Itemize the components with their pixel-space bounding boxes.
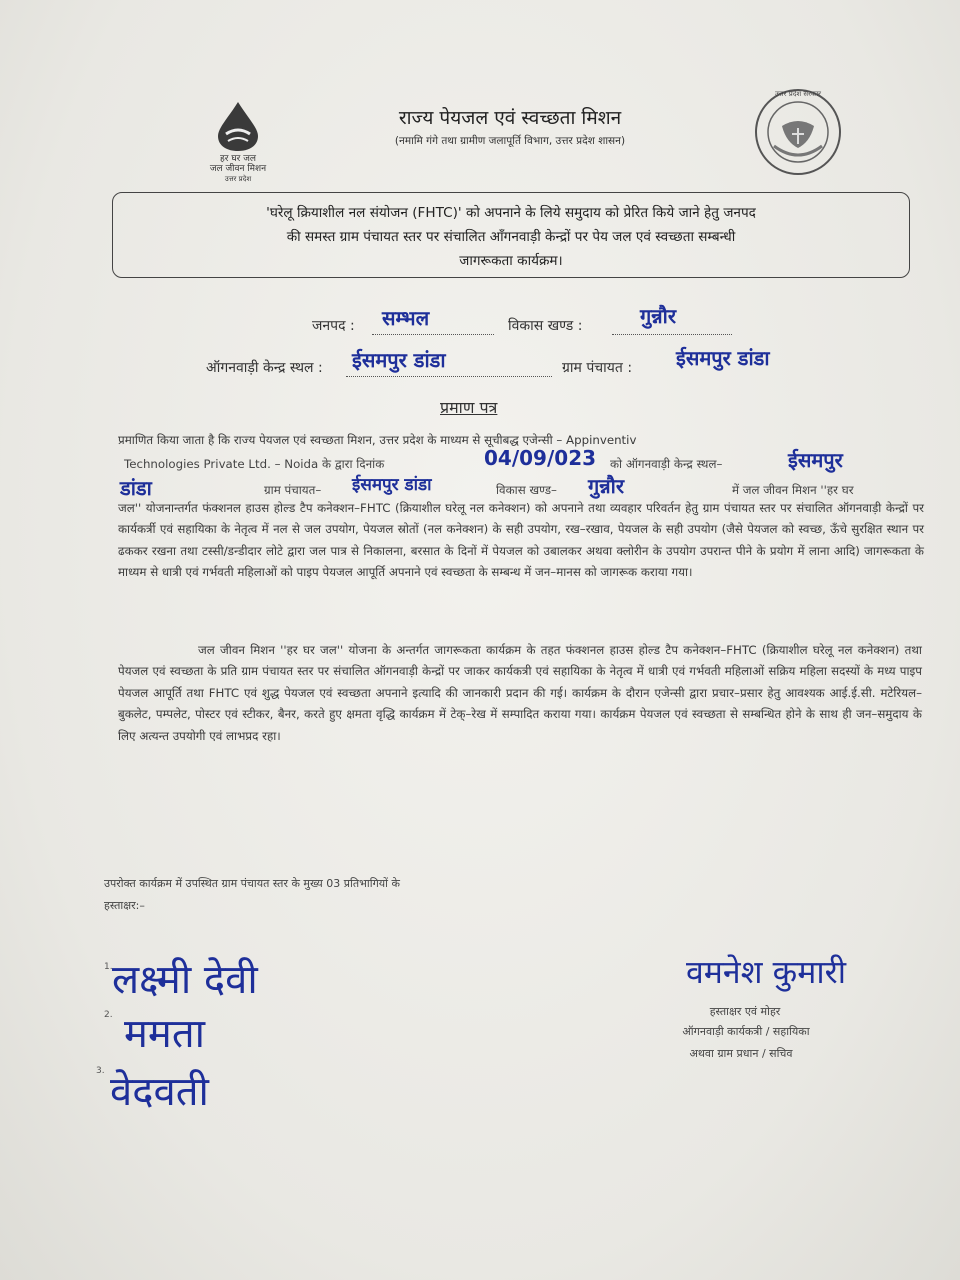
participant-signature-1: लक्ष्मी देवी <box>112 957 258 1003</box>
anganwadi-worker-signature: वमनेश कुमारी <box>686 953 846 991</box>
site-value-2: डांडा <box>120 476 152 500</box>
block-label: विकास खण्ड : <box>508 318 583 334</box>
participant-signature-3: वेदवती <box>110 1069 209 1115</box>
emblem-text: उत्तर प्रदेश सरकार <box>774 90 822 98</box>
signatures-intro-1: उपरोक्त कार्यक्रम में उपस्थित ग्राम पंचायत स्तर के मुख्य 03 प्रतिभागियों के <box>104 877 400 890</box>
certificate-para-1d: ग्राम पंचायत– <box>264 483 322 497</box>
logo-caption-3: उत्तर प्रदेश <box>224 175 252 183</box>
signatory-role-1: ऑगनवाड़ी कार्यकत्री / सहायिका <box>682 1025 810 1038</box>
certificate-para-1b: Technologies Private Ltd. – Noida के द्वारा दिनांक <box>124 457 385 471</box>
state-seal-icon <box>752 86 844 178</box>
sign-and-seal-label: हस्ताक्षर एवं मोहर <box>709 1005 781 1018</box>
certificate-para-1e: विकास खण्ड– <box>496 483 557 497</box>
signatures-intro-2: हस्ताक्षर:– <box>104 899 145 912</box>
signature-number-3: 3. <box>96 1066 105 1076</box>
signature-number-2: 2. <box>104 1010 113 1020</box>
mission-title: राज्य पेयजल एवं स्वच्छता मिशन <box>398 107 622 129</box>
har-ghar-jal-logo <box>188 100 288 192</box>
program-line-2: की समस्त ग्राम पंचायत स्तर पर संचालित आँगनवाड़ी केन्द्रों पर पेय जल एवं स्वच्छता सम्बन्धी <box>286 229 736 245</box>
participant-signature-2: ममता <box>124 1011 205 1057</box>
signature-number-1: 1. <box>104 962 113 972</box>
water-drop-icon <box>210 100 266 152</box>
certificate-para-1a: प्रमाणित किया जाता है कि राज्य पेयजल एवं स्वच्छता मिशन, उत्तर प्रदेश के माध्यम से सूचीबद्ध एजेन्सी – Appinventiv <box>118 433 637 447</box>
certificate-para-2: जल जीवन मिशन ''हर घर जल'' योजना के अन्तर्गत जागरूकता कार्यक्रम के तहत फंक्शनल हाउस होल्ड टैप कनेक्शन–FHTC (क्रियाशील घरेलू नल कनेक्शन) तथा पेयजल एवं स्वच्छता के प्रति ग्राम पंचायत स्तर पर संचालित ऑगनवाड़ी केन्द्रों पर जाकर कार्यकत्री एवं सहायिका के नेतृत्व में धात्री एवं गर्भवती महिलाओं सक्रिय महिला सदस्यों के मध्य पाइप पेयजल आपूर्ति तथा FHTC एवं शुद्ध पेयजल एवं स्वच्छता अपनाने इत्यादि की जानकारी प्रदान की गई। कार्यक्रम के दौरान एजेन्सी द्वारा प्रचार–प्रसार हेतु आवश्यक आई.ई.सी. मटेरियल–बुकलेट, पम्पलेट, पोस्टर एवं स्टीकर, बैनर, करते हुए क्षमता वृद्धि कार्यक्रम में टेक्–रेख में सम्पादित कराया गया। कार्यक्रम पेयजल एवं स्वच्छता से सम्बन्धित होने के साथ ही जन–समुदाय के लिए अत्यन्त उपयोगी एवं लाभप्रद रहा। <box>118 643 922 743</box>
anganwadi-value: ईसमपुर डांडा <box>352 348 446 372</box>
block-value: गुन्नौर <box>640 304 677 328</box>
anganwadi-dots <box>346 376 552 377</box>
logo-caption-2: जल जीवन मिशन <box>209 164 267 174</box>
district-dots <box>372 334 494 335</box>
program-line-3: जागरूकता कार्यक्रम। <box>459 253 563 269</box>
certificate-title: प्रमाण पत्र <box>440 398 498 417</box>
date-value: 04/09/023 <box>484 446 597 470</box>
block-dots <box>612 334 732 335</box>
certificate-para-1f: में जल जीवन मिशन ''हर घर <box>732 483 854 497</box>
mission-subtitle: (नमामि गंगे तथा ग्रामीण जलापूर्ति विभाग, उत्तर प्रदेश शासन) <box>394 135 626 147</box>
anganwadi-label: ऑगनवाड़ी केन्द्र स्थल : <box>206 360 323 376</box>
certificate-panchayat-value: ईसमपुर डांडा <box>352 475 432 495</box>
panchayat-label: ग्राम पंचायत : <box>562 360 633 376</box>
program-line-1: 'घरेलू क्रियाशील नल संयोजन (FHTC)' को अपनाने के लिये समुदाय को प्रेरित किये जाने हेतु जनपद <box>266 205 756 221</box>
signatory-role-2: अथवा ग्राम प्रधान / सचिव <box>689 1047 793 1060</box>
district-label: जनपद : <box>312 318 355 334</box>
district-value: सम्भल <box>382 306 430 330</box>
certificate-para-1-rest: जल'' योजनान्तर्गत फंक्शनल हाउस होल्ड टैप कनेक्शन–FHTC (क्रियाशील घरेलू नल कनेक्शन) को अपनाने तथा व्यवहार परिवर्तन हेतु ग्राम पंचायत स्तर पर संचालित ऑगनवाड़ी केन्द्रों पर कार्यकर्त्री एवं सहायिका के नेतृत्व में नल से जल उपयोग, पेयजल स्रोतों (नल कनेक्शन) के सही उपयोग, रख–रखाव, पेयजल के सही उपयोग (जैसे पेयजल को स्वच्छ, ऊँचे सुरक्षित स्थान पर ढककर रखना तथा टस्सी/डन्डीदार लोटे द्वारा जल पात्र से निकालना, बरसात के दिनों में पेयजल को उबालकर अथवा क्लोरीन के उपयोग उपरान्त पीने के प्रयोग में लाना आदि) जागरूकता के माध्यम से धात्री एवं गर्भवती महिलाओं को पाइप पेयजल आपूर्ति अपनाने एवं स्वच्छता के सम्बन्ध में जन–मानस को जागरूक कराया गया। <box>118 501 924 580</box>
certificate-para-1c: को ऑगनवाड़ी केन्द्र स्थल– <box>610 457 723 471</box>
panchayat-value: ईसमपुर डांडा <box>676 346 770 370</box>
logo-caption-1: हर घर जल <box>220 154 256 164</box>
program-title-box <box>112 192 910 278</box>
site-value-1: ईसमपुर <box>788 448 843 472</box>
up-govt-emblem <box>752 86 844 178</box>
certificate-block-value: गुन्नौर <box>588 474 625 498</box>
